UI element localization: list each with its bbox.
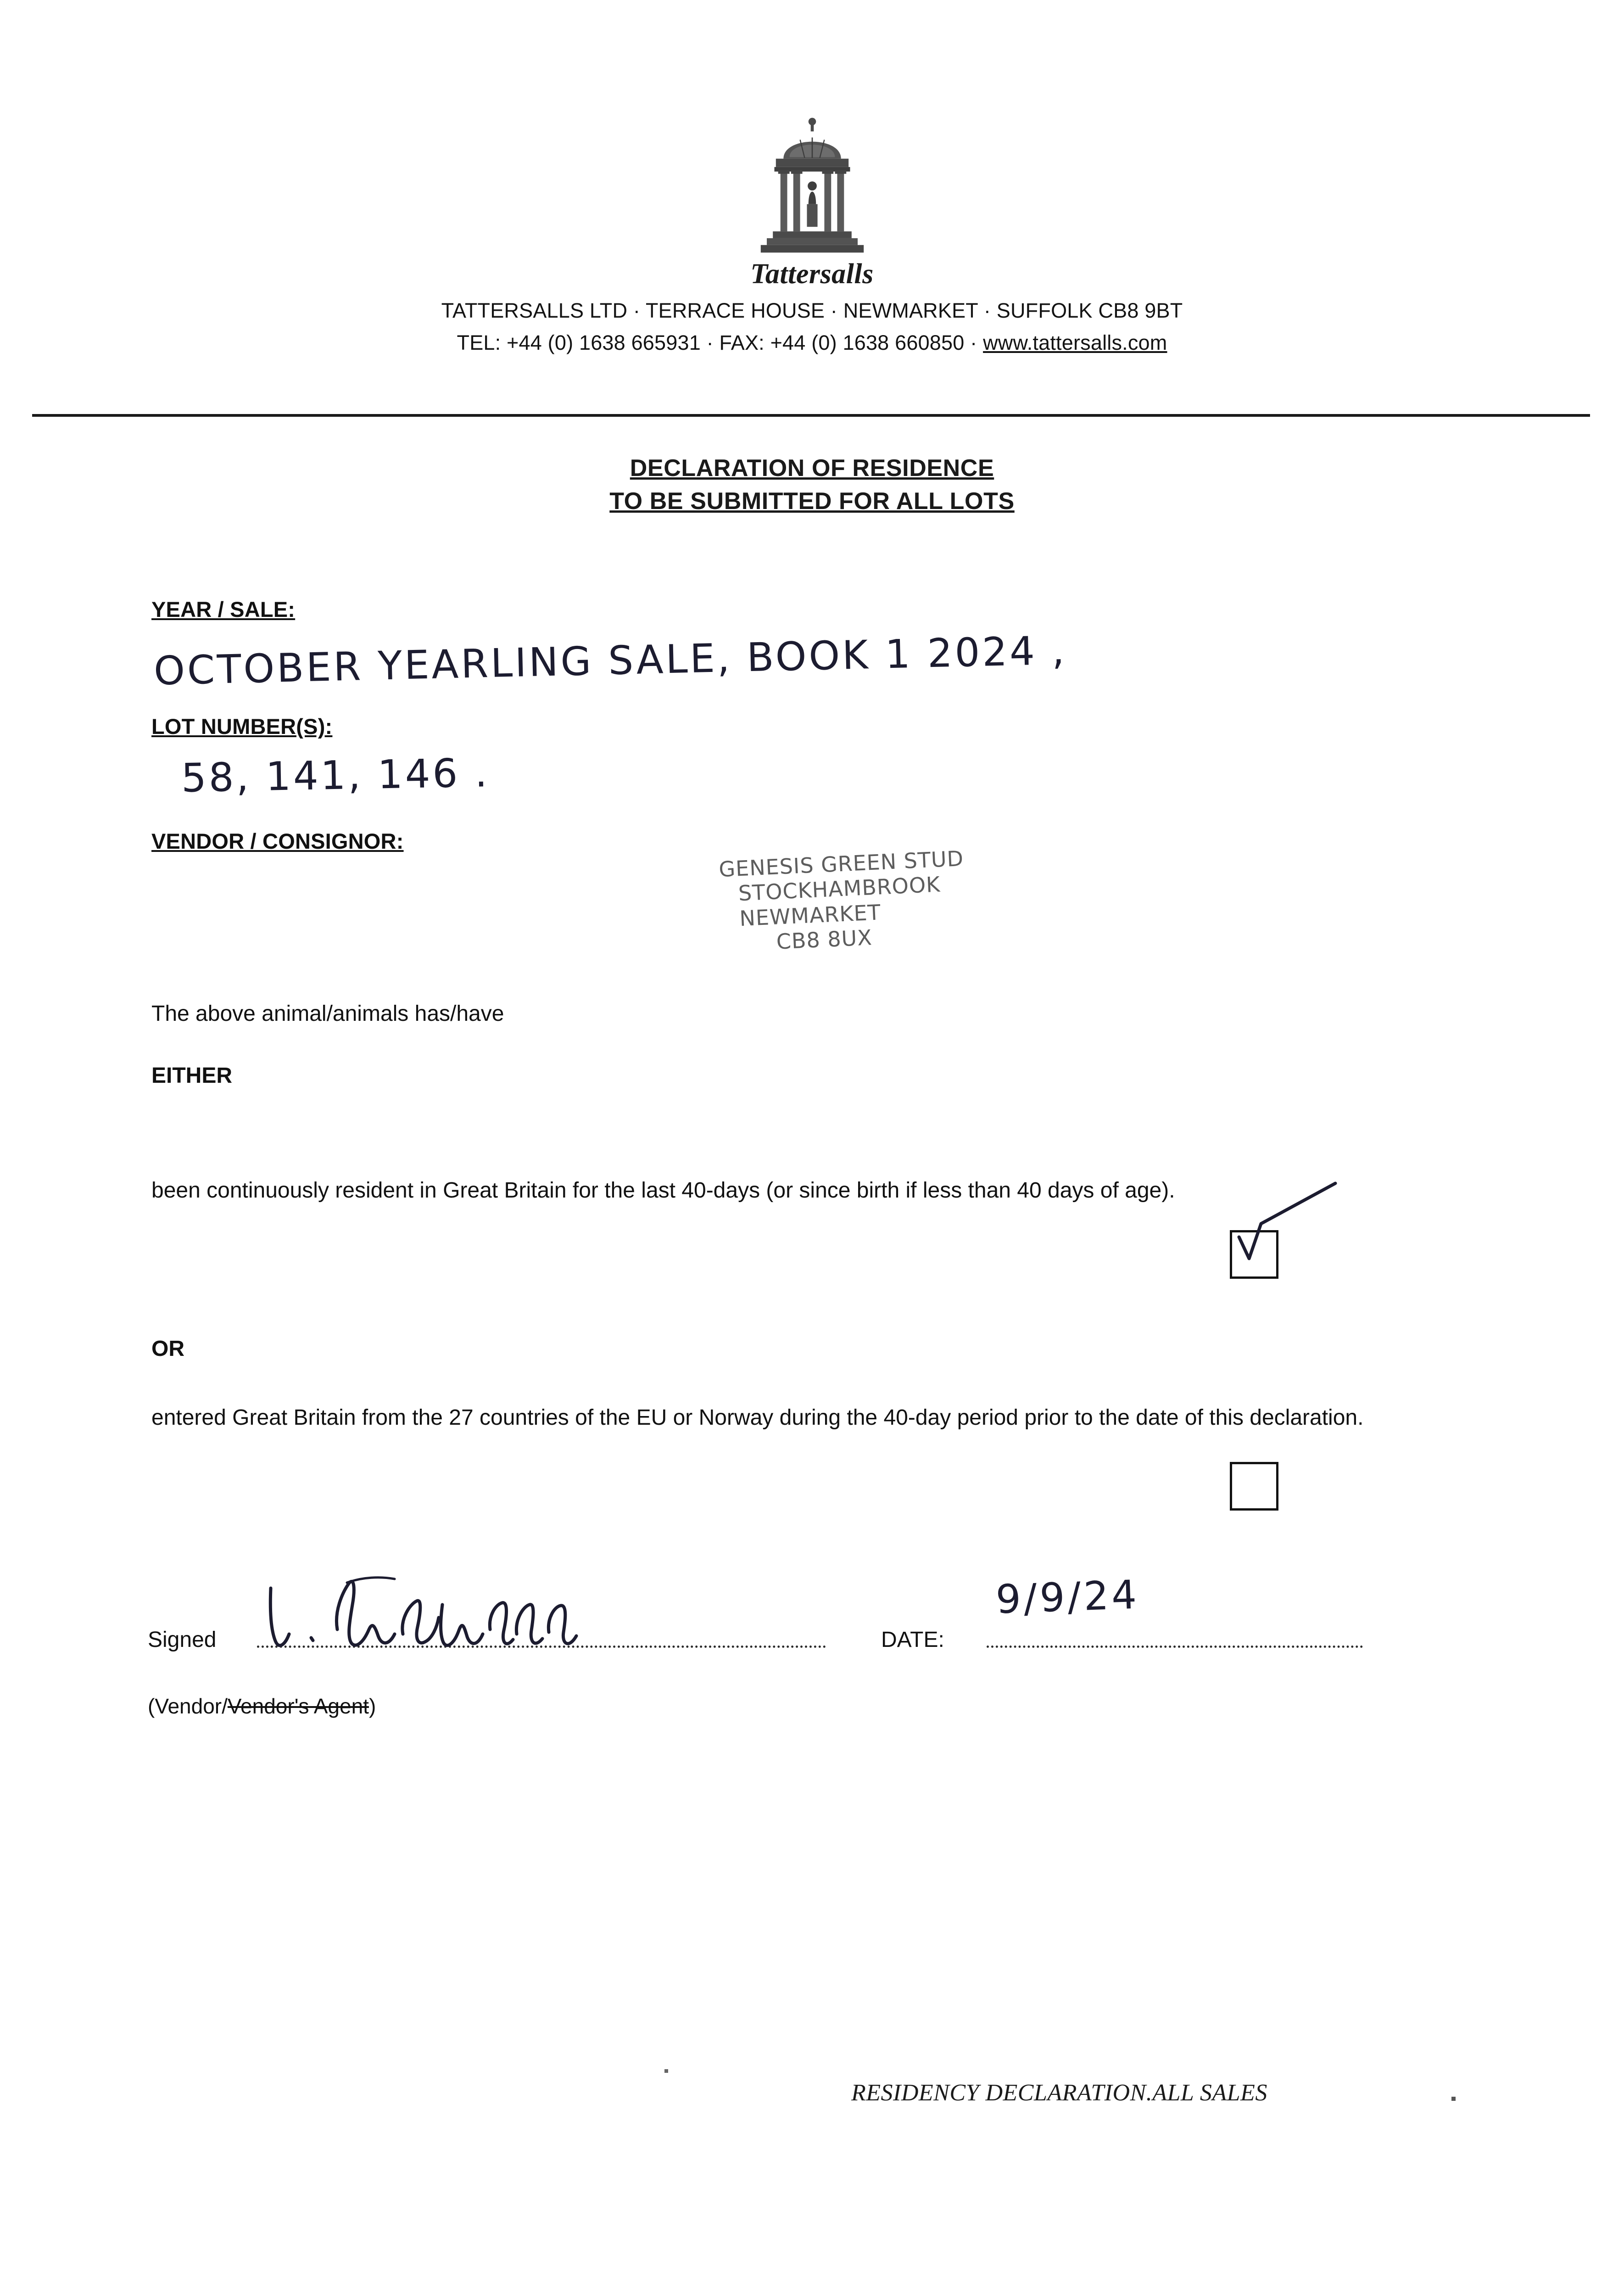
- stamp-line-1: GENESIS GREEN STUD: [718, 846, 965, 882]
- option-two-checkbox[interactable]: [1230, 1462, 1278, 1511]
- year-sale-value[interactable]: OCTOBER YEARLING SALE, BOOK 1 2024 ,: [153, 627, 1067, 694]
- stamp-line-2: STOCKHAMBROOK: [737, 872, 941, 906]
- company-address: TATTERSALLS LTD · TERRACE HOUSE · NEWMARKET · SUFFOLK CB8 9BT: [441, 299, 1183, 322]
- footer-speck: [1451, 2097, 1456, 2101]
- lot-numbers-label: LOT NUMBER(S):: [151, 714, 333, 739]
- vendor-consignor-label: VENDOR / CONSIGNOR:: [151, 829, 404, 853]
- vendor-note-prefix: (Vendor/: [148, 1694, 228, 1718]
- page-title: [0, 452, 1624, 518]
- stamp-line-3: NEWMARKET: [739, 899, 882, 931]
- tattersalls-rotunda-logo-icon: [737, 115, 888, 266]
- lot-numbers-value[interactable]: 58, 141, 146 .: [181, 750, 490, 801]
- page-speck: [664, 2069, 668, 2073]
- option-two-text: entered Great Britain from the 27 countries of the EU or Norway during the 40-day period prior to the date of this declaration.: [151, 1405, 1364, 1430]
- document-header: [0, 115, 1624, 355]
- vendor-note-struck: Vendor's Agent: [227, 1694, 369, 1718]
- or-label: OR: [151, 1337, 184, 1361]
- vendor-note-suffix: ): [368, 1694, 376, 1718]
- either-label: EITHER: [151, 1064, 233, 1088]
- company-contact: [0, 331, 1624, 355]
- year-sale-label: YEAR / SALE:: [151, 597, 296, 621]
- option-one-checkbox[interactable]: [1230, 1230, 1278, 1279]
- brand-wordmark: Tattersalls: [750, 258, 874, 290]
- option-one-text: been continuously resident in Great Britain for the last 40-days (or since birth if less than 40 days of age).: [151, 1178, 1175, 1203]
- vendor-address-stamp: [718, 846, 967, 957]
- stamp-line-4: CB8 8UX: [776, 925, 873, 954]
- website-link[interactable]: www.tattersalls.com: [983, 331, 1167, 354]
- signed-label: Signed: [148, 1628, 217, 1652]
- title-line-2: TO BE SUBMITTED FOR ALL LOTS: [609, 487, 1015, 515]
- contact-numbers: TEL: +44 (0) 1638 665931 · FAX: +44 (0) 1638 660850 ·: [457, 331, 983, 354]
- vendor-agent-note: [148, 1694, 376, 1718]
- footer-label: RESIDENCY DECLARATION.ALL SALES: [851, 2080, 1267, 2106]
- date-line: [987, 1646, 1363, 1648]
- title-line-1: DECLARATION OF RESIDENCE: [630, 455, 994, 481]
- header-divider: [32, 414, 1590, 417]
- date-value[interactable]: 9/9/24: [995, 1572, 1140, 1623]
- date-label: DATE:: [881, 1628, 944, 1652]
- signature-mark[interactable]: [257, 1561, 854, 1666]
- intro-text: The above animal/animals has/have: [151, 1002, 504, 1026]
